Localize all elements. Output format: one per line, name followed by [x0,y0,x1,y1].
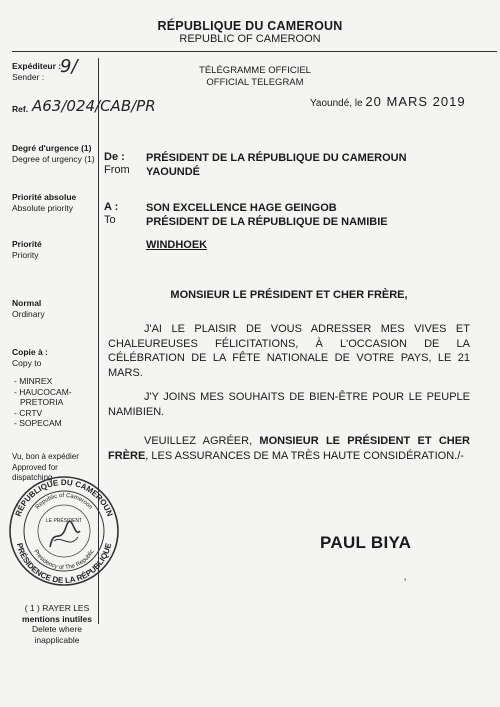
to-label-en: To [104,214,116,226]
copy-to-en: Copy to [12,357,42,368]
ordinary-fr: Normal [12,298,42,308]
seal-outer-top: RÉPUBLIQUE DU CAMEROUN [13,477,115,518]
footnote-line-2: mentions inutiles [22,613,92,624]
signature-name: PAUL BIYA [320,533,412,552]
closing-text-a: VEUILLEZ AGRÉER, [144,435,260,447]
date-prefix: Yaoundé, le [310,98,363,109]
urgency-label-fr: Degré d'urgence (1) [12,143,92,153]
copy-item: - CRTV [14,407,43,418]
seal-inner-top: Republic of Cameroon [34,493,94,511]
from-label [104,151,130,177]
paragraph-1-text: J'AI LE PLAISIR DE VOUS ADRESSER MES VIVES ET CHALEUREUSES FÉLICITATIONS, À L'OCCASION DE LA CÉLÉBRATION DE LA FÊTE NATIONALE DE VOTRE PAYS, LE 21 MARS. [108,323,470,379]
sender-label-en: Sender : [12,71,45,82]
date-value: 20 MARS 2019 [365,94,466,109]
paragraph-2-text: J'Y JOINS MES SOUHAITS DE BIEN-ÊTRE POUR LE PEUPLE NAMIBIEN. [108,391,470,418]
approval-fr: Vu, bon à expédier [12,452,79,461]
to-label [104,201,118,227]
from-label-fr: De : [104,151,125,163]
svg-text:Republic of Cameroon [35,493,93,511]
to-label-fr: A : [104,201,119,213]
header-divider [12,51,497,52]
seal-signature-mark [50,521,80,547]
tick-mark-icon: ʼ [404,578,407,589]
from-line-1: PRÉSIDENT DE LA RÉPUBLIQUE DU CAMEROUN [146,152,407,164]
telegram-title [160,65,350,88]
footnote-line-4: inapplicable [34,634,80,645]
telegram-title-fr: TÉLÉGRAMME OFFICIEL [199,65,311,76]
footnote-line-1: ( 1 ) RAYER LES [24,603,90,613]
closing-text-b: MONSIEUR LE PRÉSIDENT ET CHER FRÈRE [108,435,470,462]
paragraph-1 [108,322,470,380]
copy-item: PRETORIA [20,397,64,407]
copy-item: - HAUCOCAM- [14,386,72,397]
country-title-en: REPUBLIC OF CAMEROON [179,33,321,45]
priority-fr: Priorité [12,239,42,249]
copy-to-block [12,347,96,368]
ref-label: Ref. [12,104,29,114]
absolute-priority-block [12,192,96,213]
closing-text-c: , LES ASSURANCES DE MA TRÈS HAUTE CONSIDÉRATION./- [145,449,464,462]
date-line [310,94,466,109]
country-title-fr: RÉPUBLIQUE DU CAMEROUN [157,19,343,33]
footnote-block [12,603,102,645]
approval-en-1: Approved for [12,462,58,472]
sender-label-fr: Expéditeur : [12,61,62,71]
seal-outer-bottom: PRÉSIDENCE DE LA RÉPUBLIQUE [14,542,114,586]
copy-to-fr: Copie à : [12,347,48,357]
ordinary-block [12,298,96,319]
sender-block [12,61,96,82]
to-line-1: SON EXCELLENCE HAGE GEINGOB [146,202,337,214]
seal-center-text: LE PRÉSIDENT [45,518,83,524]
copy-item: - SOPECAM [14,418,62,428]
salutation: MONSIEUR LE PRÉSIDENT ET CHER FRÈRE, [170,289,408,301]
absolute-priority-en: Absolute priority [12,202,73,213]
urgency-block [12,143,96,164]
to-city: WINDHOEK [146,239,208,251]
to-line-2: PRÉSIDENT DE LA RÉPUBLIQUE DE NAMIBIE [146,216,388,228]
svg-text:PRÉSIDENCE DE LA RÉPUBLIQUE [15,542,114,586]
presidential-seal-icon [8,475,120,587]
absolute-priority-fr: Priorité absolue [12,192,77,202]
approval-en-2: dispatching [12,473,53,482]
sender-handwriting: 9/ [60,56,78,77]
copy-list [14,376,98,429]
from-line-2: YAOUNDÉ [146,166,200,178]
priority-block [12,239,96,260]
seal-inner-bottom: Presidency of The Republic [32,548,96,572]
paragraph-3 [108,434,470,463]
ordinary-en: Ordinary [12,308,45,319]
from-label-en: From [104,164,130,176]
svg-text:Presidency of The Republic [32,549,96,571]
priority-en: Priority [12,249,39,260]
telegram-title-en: OFFICIAL TELEGRAM [206,76,304,88]
copy-item: - MINREX [14,376,53,386]
seal-signature-mark [54,537,78,542]
urgency-label-en: Degree of urgency (1) [12,153,95,164]
paragraph-2 [108,390,470,419]
ref-handwriting: A63/024/CAB/PR [32,97,156,115]
footnote-line-3: Delete where [31,624,83,634]
